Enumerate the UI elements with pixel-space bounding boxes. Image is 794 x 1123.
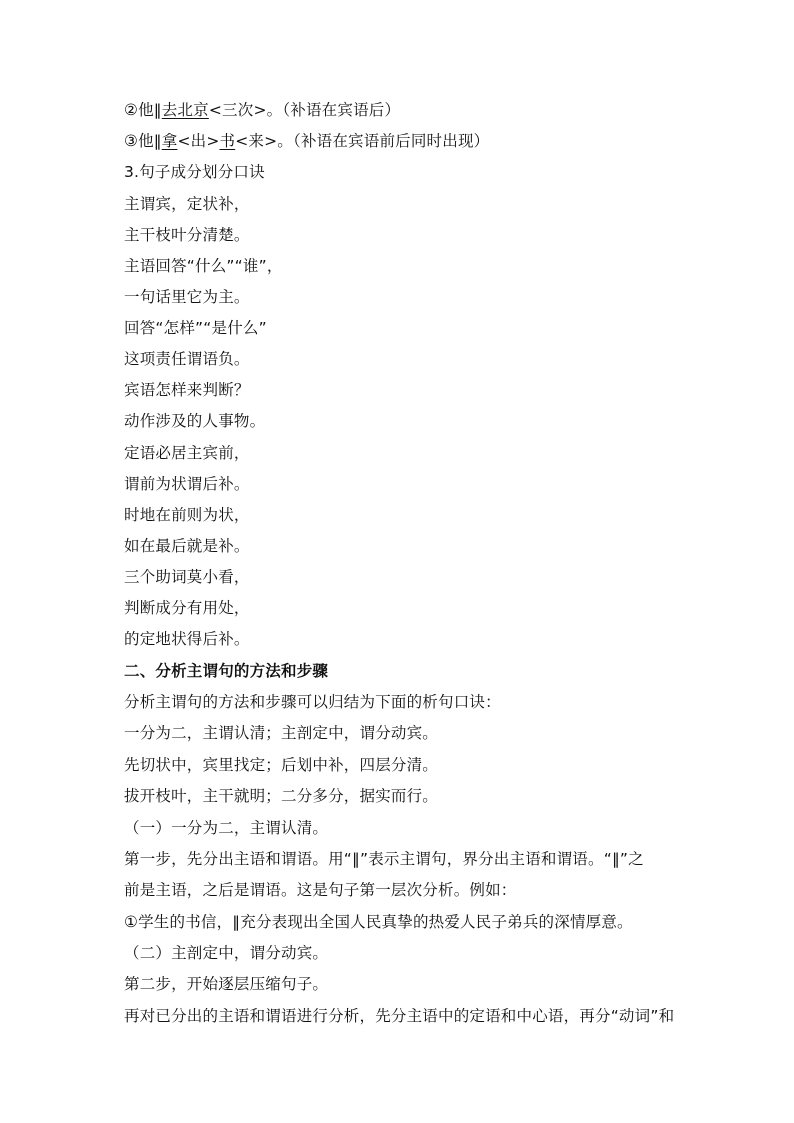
paragraph-line: 第一步，先分出主语和谓语。用“‖”表示主谓句，界分出主语和谓语。“‖”之 — [124, 850, 644, 868]
subsection-heading: （二）主剖定中，谓分动宾。 — [124, 944, 329, 962]
mnemonic-line: 一句话里它为主。 — [124, 288, 250, 306]
paragraph-line: 再对已分出的主语和谓语进行分析，先分主语中的定语和中心语，再分“动词”和 — [124, 1007, 675, 1025]
section-heading: 二、分析主谓句的方法和步骤 — [124, 662, 329, 680]
mnemonic-line: 三个助词莫小看， — [124, 568, 250, 586]
underlined-object: 书 — [219, 132, 236, 150]
mnemonic-line: 主谓宾，定状补， — [124, 195, 250, 213]
underlined-verb: 拿 — [161, 132, 178, 150]
text-segment: <出> — [177, 132, 220, 150]
example-line: ①学生的书信，‖充分表现出全国人民真挚的热爱人民子弟兵的深情厚意。 — [124, 913, 633, 931]
paragraph-line: 前是主语，之后是谓语。这是句子第一层次分析。例如： — [124, 881, 517, 899]
mnemonic-line: 一分为二，主谓认清；主剖定中，谓分动宾。 — [124, 724, 439, 742]
section-heading-3: 3.句子成分划分口诀 — [124, 163, 265, 181]
mnemonic-line: 主干枝叶分清楚。 — [124, 226, 250, 244]
mnemonic-line: 这项责任谓语负。 — [124, 350, 250, 368]
text-segment: ②他‖ — [124, 101, 162, 119]
paragraph-line: 第二步，开始逐层压缩句子。 — [124, 975, 329, 993]
text-segment: ③他‖ — [124, 132, 162, 150]
underlined-object: 北京 — [177, 101, 209, 119]
mnemonic-line: 先切状中，宾里找定；后划中补，四层分清。 — [124, 756, 439, 774]
mnemonic-line: 如在最后就是补。 — [124, 537, 250, 555]
text-segment: <三次>。（补语在宾语后） — [208, 101, 401, 119]
mnemonic-line: 判断成分有用处， — [124, 599, 250, 617]
mnemonic-line: 宾语怎样来判断？ — [124, 381, 250, 399]
mnemonic-line: 主语回答“什么”“谁”， — [124, 257, 283, 275]
subsection-heading: （一）一分为二，主谓认清。 — [124, 819, 329, 837]
mnemonic-line: 谓前为状谓后补。 — [124, 475, 250, 493]
paragraph-line: 分析主谓句的方法和步骤可以归结为下面的析句口诀： — [124, 693, 501, 711]
mnemonic-line: 定语必居主宾前， — [124, 444, 250, 462]
example-line-2 — [124, 100, 400, 120]
underlined-verb: 去 — [161, 101, 178, 119]
text-segment: <来>。（补语在宾语前后同时出现） — [235, 132, 490, 150]
mnemonic-line: 的定地状得后补。 — [124, 630, 250, 648]
mnemonic-line: 动作涉及的人事物。 — [124, 412, 266, 430]
example-line-3 — [124, 131, 489, 151]
mnemonic-line: 拔开枝叶，主干就明；二分多分，据实而行。 — [124, 787, 439, 805]
mnemonic-line: 时地在前则为状， — [124, 506, 250, 524]
mnemonic-line: 回答“怎样”“是什么” — [124, 319, 267, 337]
